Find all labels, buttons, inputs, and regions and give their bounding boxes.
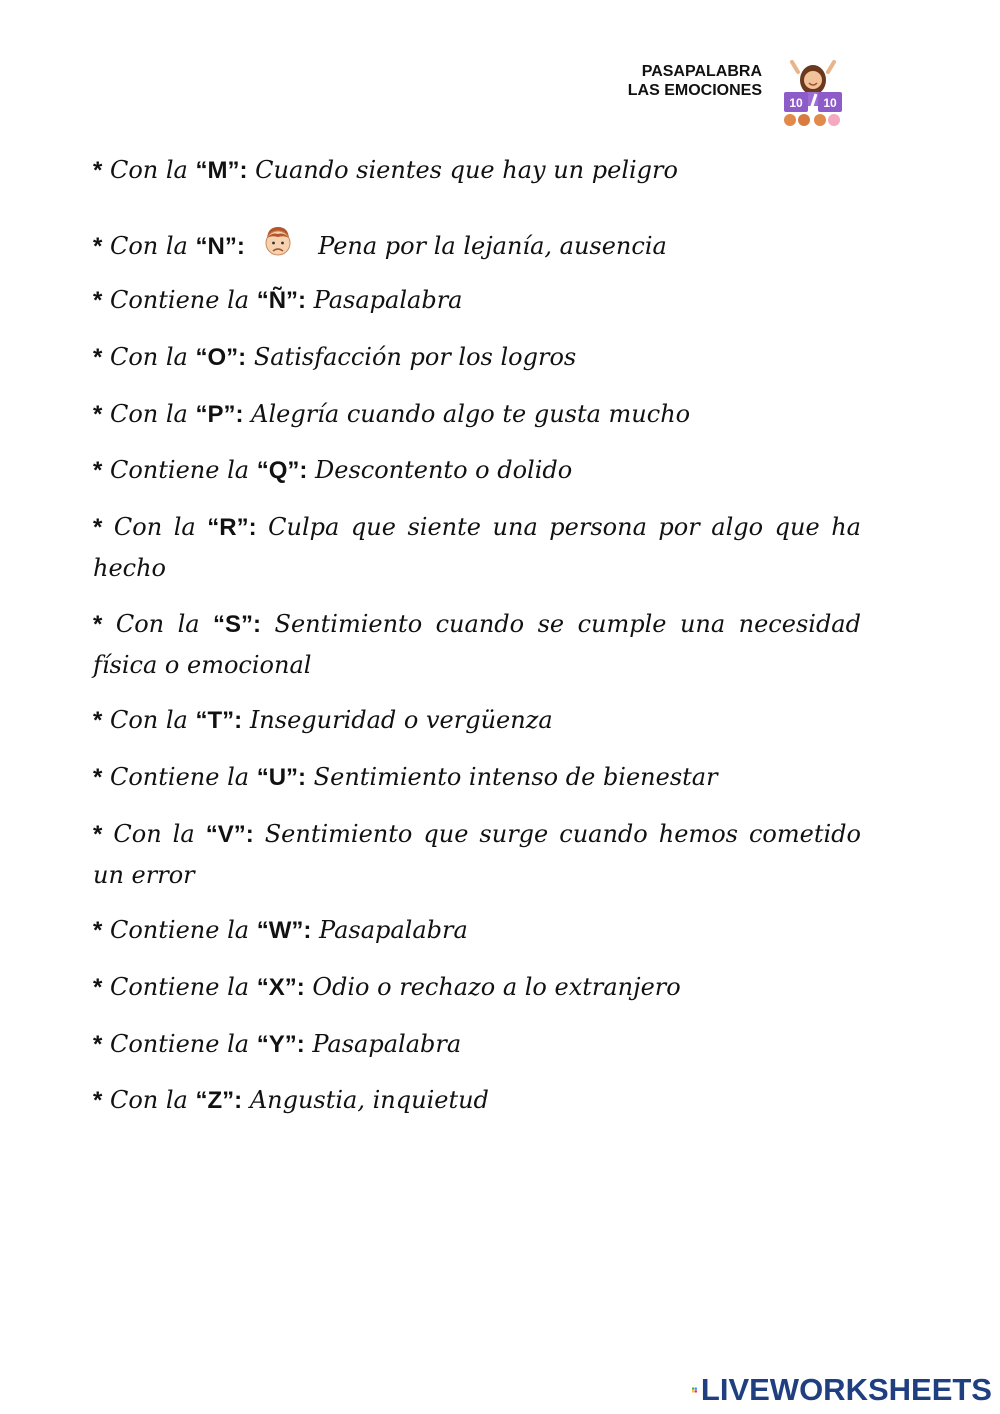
entry-prefix: Con la (109, 232, 188, 260)
entry-clue: Satisfacción por los logros (253, 343, 577, 371)
entry-prefix: Con la (113, 820, 195, 848)
entry-letter: “Q”: (256, 457, 308, 484)
entry-prefix: Contiene la (109, 286, 250, 314)
bullet-star: * (93, 707, 103, 734)
liveworksheets-grid-icon (692, 1379, 697, 1401)
bullet-star: * (93, 457, 103, 484)
entry-prefix: Con la (109, 706, 188, 734)
entry-clue: Sentimiento que surge cuando hemos cometido un error (93, 820, 861, 889)
entry-letter: “V”: (205, 821, 254, 848)
entry-prefix: Contiene la (109, 1030, 250, 1058)
bullet-star: * (93, 821, 103, 848)
entry-prefix: Contiene la (109, 456, 250, 484)
bullet-star: * (93, 1031, 103, 1058)
liveworksheets-brand: LIVEWORKSHEETS (700, 1372, 992, 1407)
entry-clue: Sentimiento cuando se cumple una necesidad física o emocional (93, 610, 861, 679)
list-item (93, 450, 861, 491)
liveworksheets-footer (692, 1372, 992, 1408)
entry-letter: “N”: (195, 233, 245, 260)
entry-letter: “Y”: (256, 1031, 305, 1058)
entry-prefix: Contiene la (109, 973, 250, 1001)
list-item (93, 507, 861, 588)
entry-letter: “R”: (207, 514, 257, 541)
entry-clue: Culpa que siente una persona por algo que ha hecho (93, 513, 861, 582)
entry-prefix: Con la (109, 1086, 188, 1114)
bullet-star: * (93, 611, 103, 638)
teacher-holding-10-of-10-signs-icon (780, 58, 846, 128)
header-title-line1: PASAPALABRA (641, 63, 762, 80)
bullet-star: * (93, 764, 103, 791)
entry-clue: Descontento o dolido (315, 456, 573, 484)
worksheet-header (628, 62, 762, 100)
entry-clue: Alegría cuando algo te gusta mucho (251, 400, 691, 428)
entry-clue: Pasapalabra (319, 916, 468, 944)
list-item (93, 757, 861, 798)
entry-prefix: Contiene la (109, 916, 250, 944)
list-item (93, 604, 861, 685)
entry-letter: “Z”: (195, 1087, 243, 1114)
svg-text:10: 10 (789, 96, 803, 110)
entry-prefix: Con la (115, 610, 200, 638)
list-item (93, 910, 861, 951)
entry-prefix: Con la (109, 156, 188, 184)
list-item (93, 337, 861, 378)
entry-prefix: Con la (109, 343, 188, 371)
entry-clue: Inseguridad o vergüenza (249, 706, 553, 734)
bullet-star: * (93, 917, 103, 944)
bullet-star: * (93, 974, 103, 1001)
entry-letter: “M”: (195, 157, 248, 184)
header-title-line2: LAS EMOCIONES (627, 82, 762, 99)
bullet-star: * (93, 514, 103, 541)
svg-text:10: 10 (823, 96, 837, 110)
entry-clue: Pasapalabra (313, 286, 463, 314)
list-item (93, 814, 861, 895)
list-item (93, 394, 861, 435)
entry-prefix: Con la (109, 400, 188, 428)
entry-letter: “S”: (213, 611, 262, 638)
list-item (93, 967, 861, 1008)
sad-face-icon (260, 224, 296, 260)
list-item (93, 224, 861, 267)
entry-letter: “P”: (195, 401, 244, 428)
entry-letter: “W”: (256, 917, 312, 944)
entry-clue: Angustia, inquietud (249, 1086, 489, 1114)
entry-letter: “Ñ”: (256, 287, 307, 314)
bullet-star: * (93, 287, 103, 314)
entry-letter: “U”: (256, 764, 307, 791)
entry-prefix: Con la (113, 513, 196, 541)
bullet-star: * (93, 401, 103, 428)
entry-letter: “T”: (195, 707, 243, 734)
entry-clue: Pena por la lejanía, ausencia (318, 232, 667, 260)
bullet-star: * (93, 344, 103, 371)
entry-prefix: Contiene la (109, 763, 250, 791)
bullet-star: * (93, 157, 103, 184)
entry-letter: “O”: (195, 344, 247, 371)
bullet-star: * (93, 233, 103, 260)
entry-clue: Cuando sientes que hay un peligro (255, 156, 678, 184)
entry-letter: “X”: (256, 974, 305, 1001)
list-item (93, 280, 861, 321)
list-item (93, 700, 861, 741)
entry-clue: Pasapalabra (312, 1030, 462, 1058)
list-item (93, 1024, 861, 1065)
entry-clue: Sentimiento intenso de bienestar (313, 763, 718, 791)
list-item (93, 1080, 861, 1121)
entry-clue: Odio o rechazo a lo extranjero (312, 973, 681, 1001)
list-item (93, 150, 861, 191)
bullet-star: * (93, 1087, 103, 1114)
